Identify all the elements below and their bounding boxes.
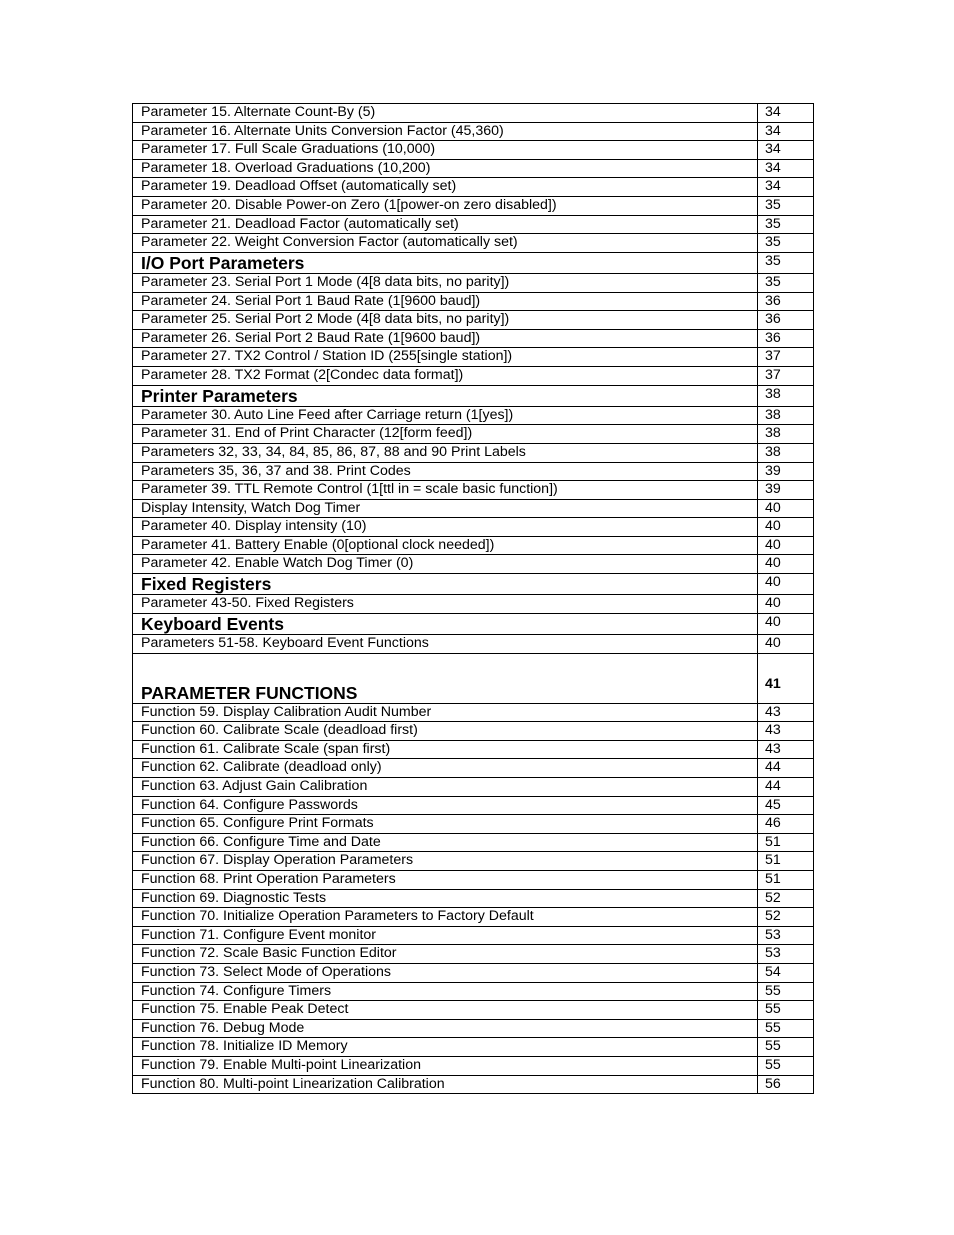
table-of-contents <box>132 103 814 1094</box>
toc-entry-row <box>133 945 814 964</box>
toc-entry-title: Function 65. Configure Print Formats <box>133 815 758 834</box>
toc-page-number: 55 <box>758 1001 814 1020</box>
toc-entry-row <box>133 963 814 982</box>
toc-entry-title: Function 66. Configure Time and Date <box>133 833 758 852</box>
toc-entry-title: Parameter 42. Enable Watch Dog Timer (0) <box>133 555 758 574</box>
toc-entry-title: Function 73. Select Mode of Operations <box>133 963 758 982</box>
toc-entry-row <box>133 722 814 741</box>
toc-entry-title: Parameter 17. Full Scale Graduations (10,000) <box>133 141 758 160</box>
toc-entry-title: Parameter 26. Serial Port 2 Baud Rate (1[9600 baud]) <box>133 329 758 348</box>
toc-entry-title: Function 79. Enable Multi-point Linearization <box>133 1056 758 1075</box>
toc-page-number: 40 <box>758 635 814 654</box>
toc-entry-row <box>133 1001 814 1020</box>
toc-entry-row <box>133 635 814 654</box>
toc-entry-title: Function 62. Calibrate (deadload only) <box>133 759 758 778</box>
toc-page-number: 55 <box>758 1019 814 1038</box>
toc-entry-title: Function 72. Scale Basic Function Editor <box>133 945 758 964</box>
toc-entry-row <box>133 234 814 253</box>
toc-entry-title: Parameter 24. Serial Port 1 Baud Rate (1[9600 baud]) <box>133 292 758 311</box>
toc-entry-row <box>133 178 814 197</box>
toc-entry-title: Parameter 22. Weight Conversion Factor (automatically set) <box>133 234 758 253</box>
toc-entry-row <box>133 1056 814 1075</box>
toc-page-number: 51 <box>758 871 814 890</box>
toc-entry-title: Function 68. Print Operation Parameters <box>133 871 758 890</box>
toc-entry-title: Function 70. Initialize Operation Parameters to Factory Default <box>133 908 758 927</box>
toc-section-title: I/O Port Parameters <box>133 252 758 273</box>
toc-page-number: 55 <box>758 982 814 1001</box>
toc-entry-title: Parameter 15. Alternate Count-By (5) <box>133 104 758 123</box>
toc-entry-title: Function 64. Configure Passwords <box>133 796 758 815</box>
toc-page-number: 35 <box>758 215 814 234</box>
toc-page-number: 43 <box>758 722 814 741</box>
toc-entry-title: Parameters 51-58. Keyboard Event Functions <box>133 635 758 654</box>
toc-page-number: 36 <box>758 329 814 348</box>
toc-entry-row <box>133 815 814 834</box>
toc-entry-title: Display Intensity, Watch Dog Timer <box>133 499 758 518</box>
toc-page-number: 55 <box>758 1056 814 1075</box>
toc-entry-row <box>133 1019 814 1038</box>
toc-entry-title: Parameter 28. TX2 Format (2[Condec data format]) <box>133 366 758 385</box>
toc-entry-row <box>133 703 814 722</box>
toc-entry-title: Function 61. Calibrate Scale (span first) <box>133 740 758 759</box>
toc-entry-title: Parameter 27. TX2 Control / Station ID (255[single station]) <box>133 348 758 367</box>
toc-entry-row <box>133 215 814 234</box>
toc-body <box>133 104 814 1094</box>
toc-entry-title: Function 67. Display Operation Parameters <box>133 852 758 871</box>
toc-entry-row <box>133 833 814 852</box>
toc-entry-title: Parameter 19. Deadload Offset (automatically set) <box>133 178 758 197</box>
toc-entry-row <box>133 292 814 311</box>
toc-entry-row <box>133 366 814 385</box>
toc-page-number: 44 <box>758 778 814 797</box>
toc-entry-title: Parameter 41. Battery Enable (0[optional clock needed]) <box>133 536 758 555</box>
toc-page-number: 40 <box>758 536 814 555</box>
toc-section-heading-row <box>133 574 814 595</box>
toc-page-number: 44 <box>758 759 814 778</box>
toc-page-number: 43 <box>758 740 814 759</box>
toc-page-number: 43 <box>758 703 814 722</box>
toc-entry-title: Function 80. Multi-point Linearization Calibration <box>133 1075 758 1094</box>
toc-entry-title: Function 69. Diagnostic Tests <box>133 889 758 908</box>
toc-entry-row <box>133 141 814 160</box>
toc-entry-title: Parameter 21. Deadload Factor (automatically set) <box>133 215 758 234</box>
toc-page-number: 54 <box>758 963 814 982</box>
toc-page-number: 38 <box>758 385 814 406</box>
toc-entry-row <box>133 778 814 797</box>
toc-entry-row <box>133 796 814 815</box>
toc-entry-row <box>133 1075 814 1094</box>
toc-page-number: 34 <box>758 122 814 141</box>
toc-page-number: 53 <box>758 926 814 945</box>
toc-entry-title: Function 59. Display Calibration Audit Number <box>133 703 758 722</box>
toc-page-number: 35 <box>758 234 814 253</box>
toc-page-number: 40 <box>758 595 814 614</box>
toc-entry-title: Parameter 39. TTL Remote Control (1[ttl in = scale basic function]) <box>133 481 758 500</box>
toc-page-number: 37 <box>758 366 814 385</box>
toc-entry-title: Function 74. Configure Timers <box>133 982 758 1001</box>
toc-section-title: Fixed Registers <box>133 574 758 595</box>
toc-major-heading-row <box>133 653 814 703</box>
toc-entry-title: Parameter 25. Serial Port 2 Mode (4[8 data bits, no parity]) <box>133 311 758 330</box>
toc-entry-title: Parameter 43-50. Fixed Registers <box>133 595 758 614</box>
toc-entry-row <box>133 926 814 945</box>
toc-page-number: 36 <box>758 292 814 311</box>
toc-entry-row <box>133 443 814 462</box>
toc-entry-title: Parameter 31. End of Print Character (12[form feed]) <box>133 425 758 444</box>
toc-entry-row <box>133 555 814 574</box>
toc-section-heading-row <box>133 252 814 273</box>
toc-page-number: 34 <box>758 141 814 160</box>
toc-page-number: 37 <box>758 348 814 367</box>
toc-entry-row <box>133 889 814 908</box>
toc-page-number: 36 <box>758 311 814 330</box>
toc-page-number: 56 <box>758 1075 814 1094</box>
toc-page-number: 55 <box>758 1038 814 1057</box>
toc-entry-row <box>133 311 814 330</box>
toc-entry-title: Function 71. Configure Event monitor <box>133 926 758 945</box>
toc-entry-row <box>133 273 814 292</box>
toc-page-number: 40 <box>758 574 814 595</box>
toc-entry-row <box>133 740 814 759</box>
toc-entry-row <box>133 122 814 141</box>
toc-page-number: 52 <box>758 908 814 927</box>
toc-entry-title: Parameter 18. Overload Graduations (10,200) <box>133 159 758 178</box>
toc-page-number: 39 <box>758 481 814 500</box>
toc-entry-row <box>133 871 814 890</box>
toc-entry-title: Function 63. Adjust Gain Calibration <box>133 778 758 797</box>
toc-entry-row <box>133 908 814 927</box>
toc-section-title: Printer Parameters <box>133 385 758 406</box>
toc-entry-title: Function 60. Calibrate Scale (deadload first) <box>133 722 758 741</box>
toc-entry-row <box>133 982 814 1001</box>
toc-entry-title: Parameters 32, 33, 34, 84, 85, 86, 87, 88 and 90 Print Labels <box>133 443 758 462</box>
toc-page-number: 51 <box>758 833 814 852</box>
toc-page-number: 39 <box>758 462 814 481</box>
toc-entry-title: Function 78. Initialize ID Memory <box>133 1038 758 1057</box>
toc-entry-row <box>133 1038 814 1057</box>
toc-entry-title: Parameters 35, 36, 37 and 38. Print Codes <box>133 462 758 481</box>
toc-entry-row <box>133 329 814 348</box>
toc-page-number: 40 <box>758 555 814 574</box>
toc-page-number: 38 <box>758 406 814 425</box>
toc-entry-row <box>133 159 814 178</box>
toc-entry-row <box>133 462 814 481</box>
toc-entry-row <box>133 499 814 518</box>
toc-entry-row <box>133 481 814 500</box>
toc-page-number: 40 <box>758 613 814 634</box>
toc-page-number: 38 <box>758 425 814 444</box>
toc-entry-row <box>133 759 814 778</box>
toc-page-number: 40 <box>758 499 814 518</box>
toc-entry-title: Parameter 30. Auto Line Feed after Carriage return (1[yes]) <box>133 406 758 425</box>
toc-section-title: Keyboard Events <box>133 613 758 634</box>
toc-entry-row <box>133 104 814 123</box>
toc-entry-row <box>133 348 814 367</box>
toc-entry-row <box>133 406 814 425</box>
toc-entry-title: Function 75. Enable Peak Detect <box>133 1001 758 1020</box>
toc-page-number: 52 <box>758 889 814 908</box>
toc-entry-row <box>133 852 814 871</box>
toc-entry-title: Parameter 16. Alternate Units Conversion Factor (45,360) <box>133 122 758 141</box>
toc-entry-title: Function 76. Debug Mode <box>133 1019 758 1038</box>
toc-entry-row <box>133 425 814 444</box>
toc-page-number: 46 <box>758 815 814 834</box>
toc-entry-row <box>133 595 814 614</box>
toc-entry-row <box>133 518 814 537</box>
toc-entry-title: Parameter 40. Display intensity (10) <box>133 518 758 537</box>
toc-page-number: 34 <box>758 159 814 178</box>
toc-entry-row <box>133 196 814 215</box>
toc-page-number: 40 <box>758 518 814 537</box>
toc-page-number: 35 <box>758 196 814 215</box>
toc-page-number: 34 <box>758 178 814 197</box>
toc-page-number: 51 <box>758 852 814 871</box>
toc-page-number: 45 <box>758 796 814 815</box>
toc-entry-row <box>133 536 814 555</box>
toc-section-title: PARAMETER FUNCTIONS <box>133 653 758 703</box>
toc-page-number: 41 <box>758 653 814 703</box>
toc-page-number: 38 <box>758 443 814 462</box>
toc-page-number: 35 <box>758 252 814 273</box>
toc-page-number: 53 <box>758 945 814 964</box>
toc-entry-title: Parameter 20. Disable Power-on Zero (1[power-on zero disabled]) <box>133 196 758 215</box>
toc-section-heading-row <box>133 385 814 406</box>
toc-entry-title: Parameter 23. Serial Port 1 Mode (4[8 data bits, no parity]) <box>133 273 758 292</box>
toc-page-number: 34 <box>758 104 814 123</box>
toc-section-heading-row <box>133 613 814 634</box>
toc-page-number: 35 <box>758 273 814 292</box>
